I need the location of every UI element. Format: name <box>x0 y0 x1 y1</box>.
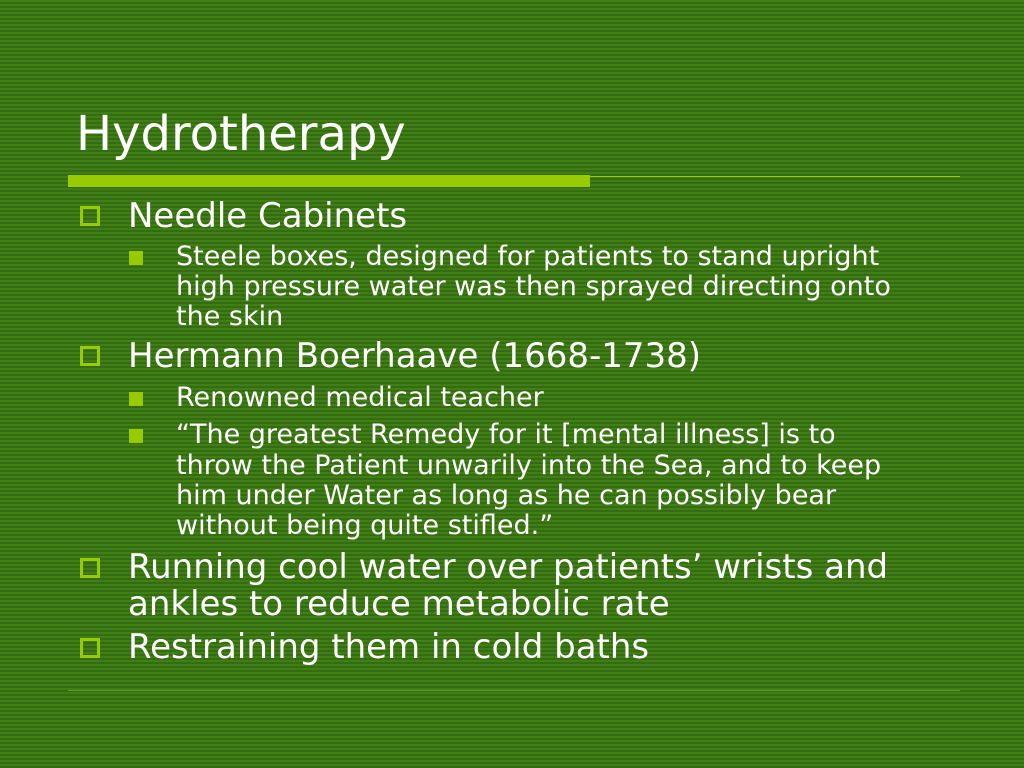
filled-square-icon <box>129 392 143 406</box>
bullet-item-cool-water-line: Running cool water over patients’ wrists and <box>128 547 889 587</box>
sub-bullet-line: Renowned medical teacher <box>176 382 544 413</box>
filled-square-icon <box>129 429 143 443</box>
quote-line: him under Water as long as he can possibly bear <box>176 480 837 511</box>
filled-square-icon <box>129 251 143 265</box>
hollow-square-icon <box>80 638 100 658</box>
sub-bullet-line: the skin <box>176 301 284 332</box>
footer-divider <box>68 690 960 691</box>
hollow-square-icon <box>80 346 100 366</box>
bullet-item-cool-water-line: ankles to reduce metabolic rate <box>128 584 670 624</box>
bullet-item-cold-baths: Restraining them in cold baths <box>128 627 650 667</box>
bullet-item-needle-cabinets: Needle Cabinets <box>128 196 408 236</box>
quote-line: “The greatest Remedy for it [mental illness] is to <box>176 419 836 450</box>
bullet-item-boerhaave: Hermann Boerhaave (1668-1738) <box>128 336 702 376</box>
quote-line: throw the Patient unwarily into the Sea, and to keep <box>176 450 882 481</box>
slide-title: Hydrotherapy <box>76 106 406 162</box>
sub-bullet-line: high pressure water was then sprayed directing onto <box>176 271 891 302</box>
quote-line: without being quite stifled.” <box>176 510 554 541</box>
sub-bullet-line: Steele boxes, designed for patients to stand upright <box>176 241 880 272</box>
hollow-square-icon <box>80 558 100 578</box>
hollow-square-icon <box>80 206 100 226</box>
